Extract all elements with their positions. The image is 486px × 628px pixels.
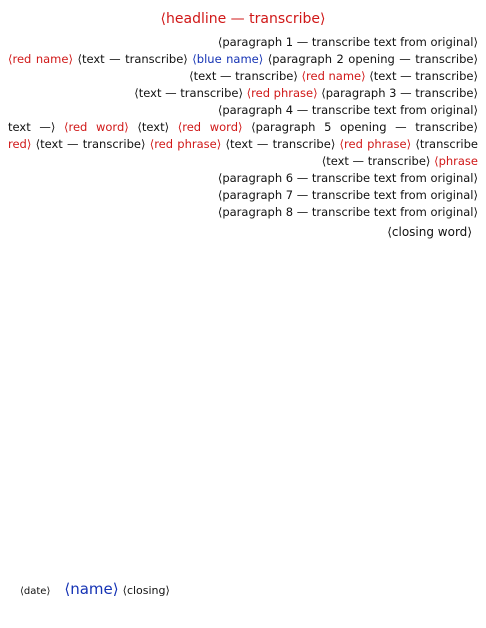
text-run: ⟨text⟩ (128, 120, 178, 134)
publication-date: ⟨date⟩ (20, 586, 51, 597)
text-run: ⟨paragraph 1 — transcribe text from original⟩ (217, 35, 478, 49)
author-name: ⟨name⟩ (64, 580, 119, 598)
text-run: ⟨paragraph 4 — transcribe text from original⟩ (217, 103, 478, 117)
text-run: ⟨paragraph 5 opening — transcribe⟩ (242, 120, 478, 134)
text-run: ⟨paragraph 3 — transcribe⟩ (317, 86, 478, 100)
text-run: ⟨text — transcribe⟩ (221, 137, 340, 151)
article-paragraph (8, 204, 478, 221)
article-body (8, 34, 478, 221)
text-run: ⟨paragraph 2 opening — transcribe⟩ (263, 52, 478, 66)
highlighted-name-red: ⟨red name⟩ (301, 69, 366, 83)
highlighted-name-blue: ⟨blue name⟩ (192, 52, 264, 66)
article-paragraph (8, 170, 478, 187)
article-paragraph (8, 119, 478, 170)
text-run: ⟨text — transcribe⟩ (321, 154, 435, 168)
text-run: ⟨text — transcribe⟩ (189, 69, 302, 83)
highlighted-name-red: ⟨red word⟩ (63, 120, 129, 134)
text-run: ⟨paragraph 8 — transcribe text from original⟩ (217, 205, 478, 219)
text-run: ⟨text — transcribe⟩ (365, 69, 478, 83)
article-title: ⟨headline — transcribe⟩ (160, 11, 326, 27)
signature-line (20, 581, 170, 600)
highlighted-name-red: ⟨red phrase⟩ (8, 137, 478, 168)
signature-prefix: ⟨closing⟩ (122, 584, 170, 597)
article-paragraph (8, 85, 478, 102)
article-paragraph (8, 34, 478, 51)
highlighted-name-red: ⟨red phrase⟩ (149, 137, 222, 151)
highlighted-name-red: ⟨red name⟩ (8, 52, 73, 66)
text-run: ⟨text — transcribe⟩ (8, 120, 478, 151)
closing-amen: ⟨closing word⟩ (387, 225, 472, 239)
article-paragraph (8, 51, 478, 85)
text-run: ⟨text — transcribe⟩ (134, 86, 247, 100)
text-run: ⟨paragraph 7 — transcribe text from original⟩ (217, 188, 478, 202)
highlighted-name-red: ⟨red word⟩ (177, 120, 243, 134)
article-paragraph (8, 187, 478, 204)
text-run: ⟨paragraph 6 — transcribe text from original⟩ (217, 171, 478, 185)
highlighted-name-red: ⟨red phrase⟩ (339, 137, 412, 151)
article-paragraph (8, 102, 478, 119)
highlighted-name-red: ⟨red phrase⟩ (246, 86, 318, 100)
text-run: ⟨text — transcribe⟩ (72, 52, 193, 66)
text-run: ⟨text — transcribe⟩ (31, 137, 150, 151)
